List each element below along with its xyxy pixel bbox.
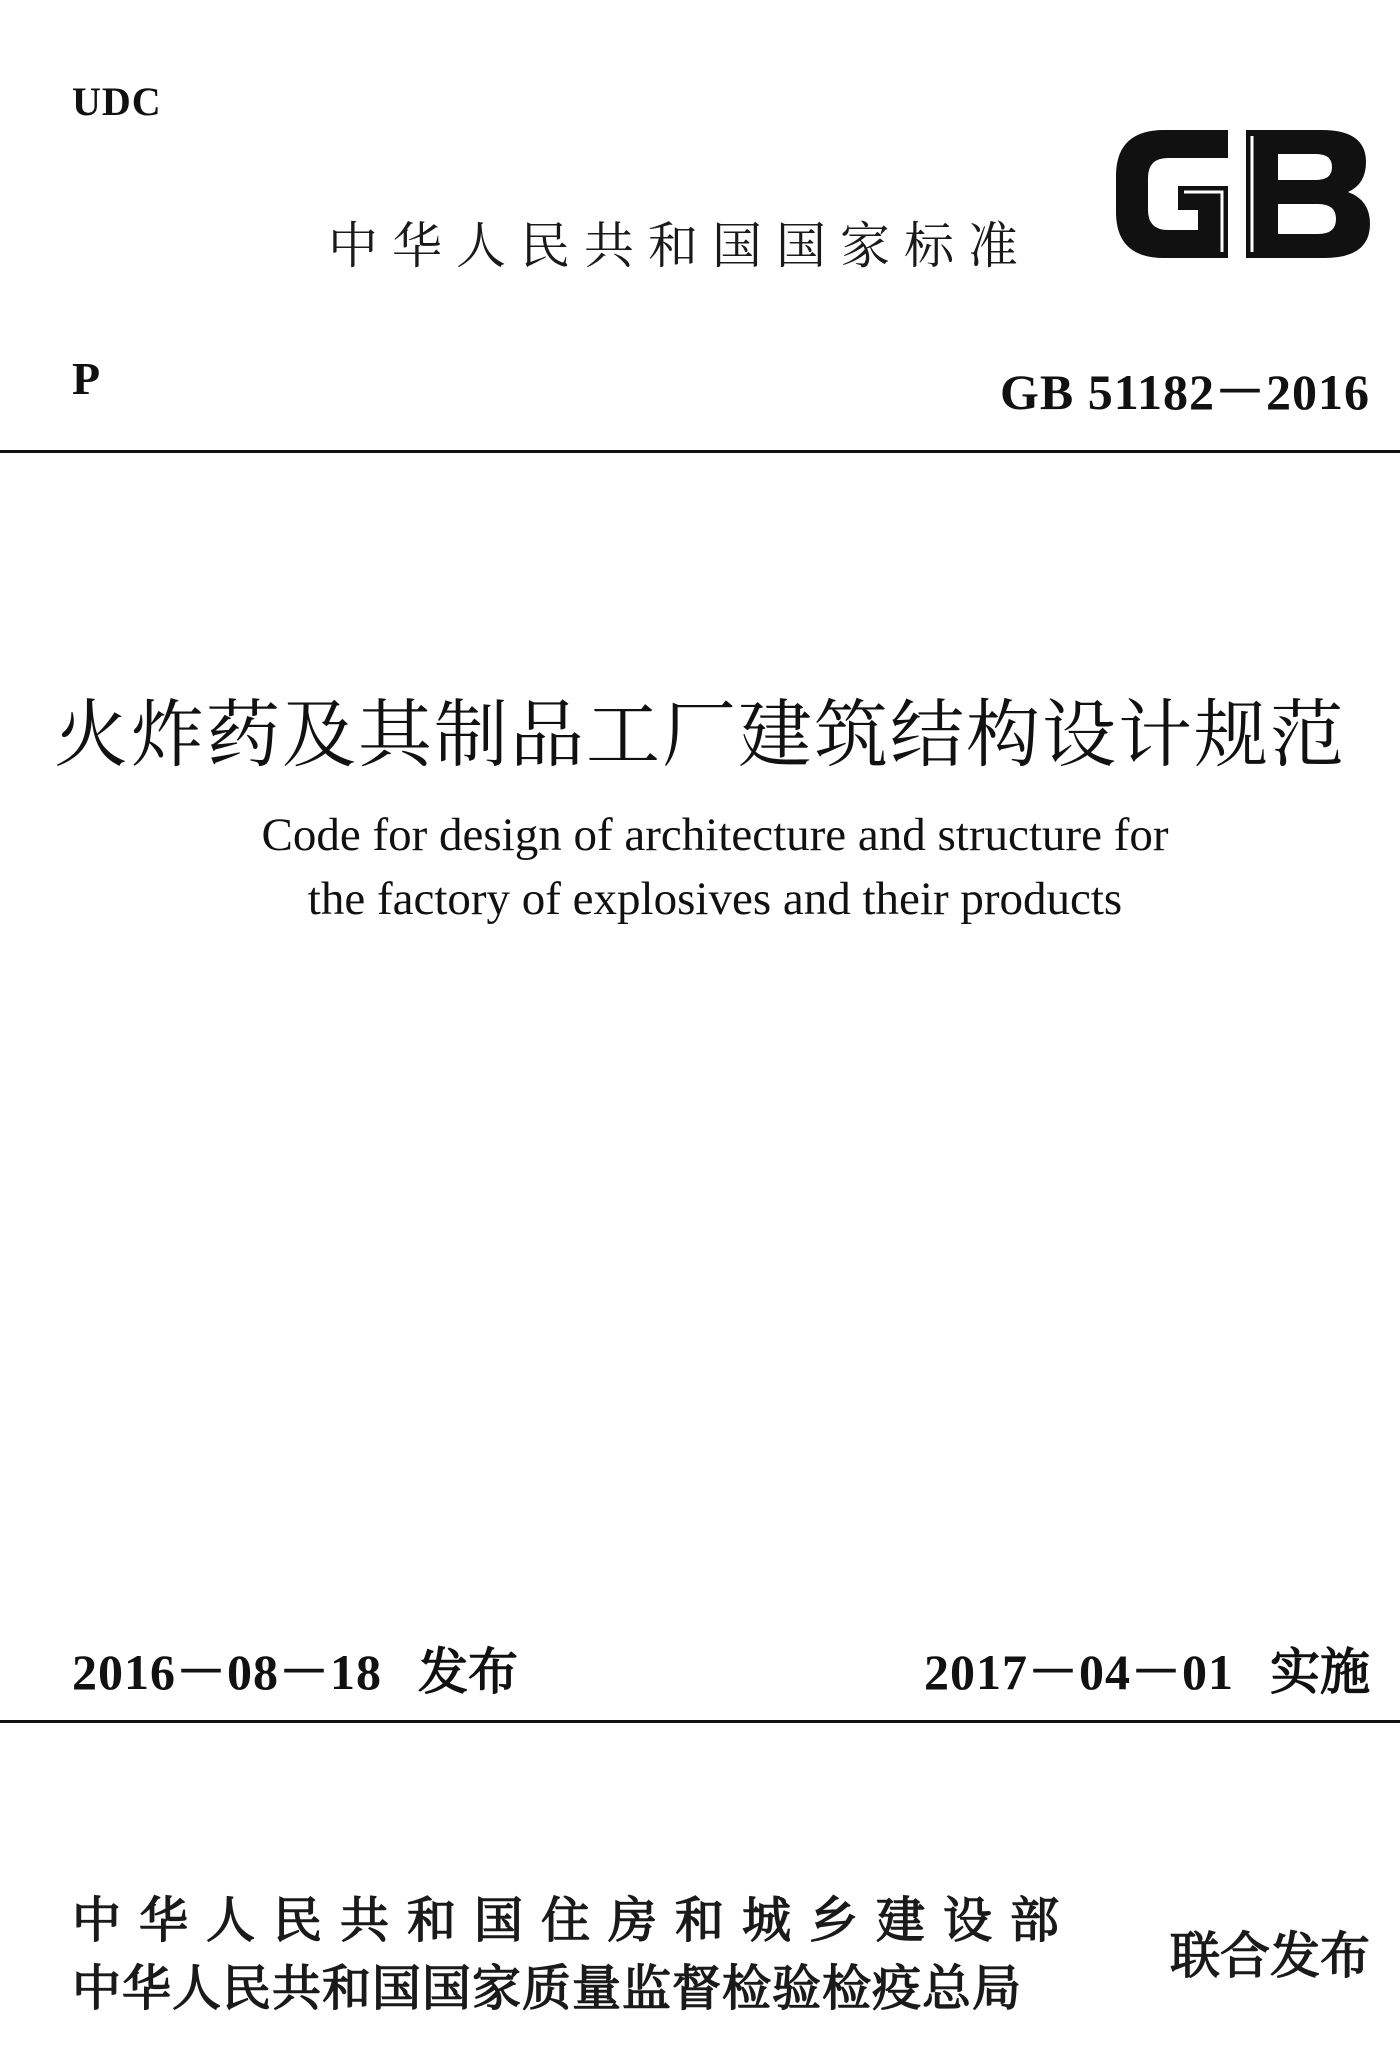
publish-date-block [72,1632,518,1704]
udc-label: UDC [72,79,162,124]
national-standard-heading: 中华人民共和国国家标准 [328,217,1032,275]
classification-code: P [72,353,101,404]
title-english-line-1: Code for design of architecture and structure for [261,809,1169,861]
publish-date: 2016－08－18 [72,1644,382,1700]
implement-label: 实施 [1270,1643,1370,1701]
issuing-authority-2: 中华人民共和国国家质量监督检验检疫总局 [72,1960,1023,2017]
gb-logo-icon [1110,124,1374,264]
issuing-authority-1: 中华人民共和国住房和城乡建设部 [72,1892,1078,1949]
bottom-divider [0,1720,1400,1723]
standard-number: GB 51182－2016 [1000,364,1370,420]
joint-issue-label: 联合发布 [1170,1927,1370,1985]
implement-date: 2017－04－01 [924,1644,1234,1700]
implement-date-block [924,1632,1370,1704]
title-english-line-2: the factory of explosives and their products [307,873,1123,925]
title-chinese: 火炸药及其制品工厂建筑结构设计规范 [54,692,1346,778]
top-divider [0,450,1400,453]
publish-label: 发布 [418,1643,518,1701]
